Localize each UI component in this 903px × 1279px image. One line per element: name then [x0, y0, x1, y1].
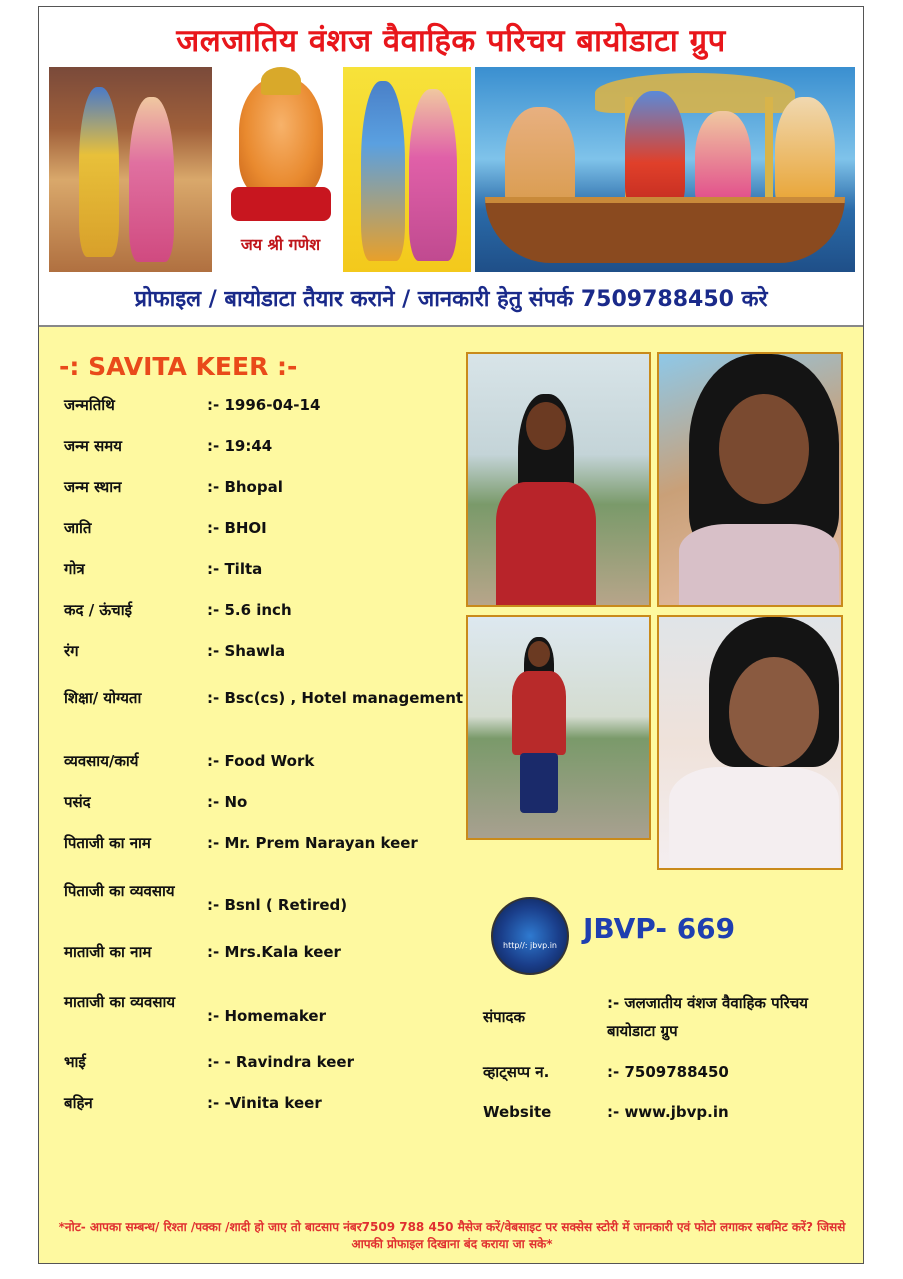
profile-field-row — [64, 788, 484, 816]
group-title: जलजातिय वंशज वैवाहिक परिचय बायोडाटा ग्रुप — [176, 23, 726, 59]
field-label: पिताजी का व्यवसाय — [64, 882, 175, 900]
field-label: बहिन — [64, 1094, 93, 1112]
field-label: कद / ऊंचाई — [64, 601, 132, 619]
field-value: :- Bsnl ( Retired) — [207, 896, 348, 914]
profile-photo-3 — [466, 615, 651, 840]
profile-field-row — [64, 473, 484, 501]
footer-note: *नोट- आपका सम्बन्ध/ रिश्ता /पक्का /शादी हो जाए तो बाटसाप नंबर7509 788 450 मैसेज करें/वेबसाइट पर सक्सेस स्टोरी में जानकारी एवं फोटो लगाकर सबमिट करें? जिससे आपकी प्रोफाइल दिखाना बंद कराया जा सके* — [58, 1220, 846, 1251]
field-label: माताजी का नाम — [64, 943, 152, 961]
field-value: :- 19:44 — [207, 437, 273, 455]
profile-field-row — [64, 988, 484, 1044]
field-label: जाति — [64, 519, 92, 537]
editor-label: व्हाट्सप्प न. — [483, 1063, 550, 1081]
field-value: :- BHOI — [207, 519, 267, 537]
profile-field-row — [64, 1048, 484, 1076]
biodata-sheet — [38, 6, 864, 1264]
profile-field-row — [64, 514, 484, 542]
ram-sita-image-center — [343, 67, 471, 272]
field-label: व्यवसाय/कार्य — [64, 752, 139, 770]
field-label: जन्म समय — [64, 437, 122, 455]
profile-photo-1 — [466, 352, 651, 607]
ganesh-image — [217, 67, 344, 272]
field-value: :- 1996-04-14 — [207, 396, 321, 414]
profile-field-row — [64, 829, 484, 857]
ganesh-caption: जय श्री गणेश — [240, 235, 321, 254]
profile-photo-4 — [657, 615, 843, 870]
profile-field-row — [64, 432, 484, 460]
profile-field-row — [64, 877, 484, 933]
field-label: पसंद — [64, 793, 91, 811]
field-value: :- Food Work — [207, 752, 315, 770]
profile-field-row — [64, 391, 484, 419]
profile-field-row — [64, 637, 484, 665]
field-label: शिक्षा/ योग्यता — [64, 689, 142, 707]
field-label: जन्मतिथि — [64, 396, 115, 414]
profile-field-row — [64, 747, 484, 775]
biodata-code: JBVP- 669 — [583, 912, 736, 945]
field-value: :- -Vinita keer — [207, 1094, 322, 1112]
field-value: :- Mr. Prem Narayan keer — [207, 834, 418, 852]
field-value: :- Tilta — [207, 560, 263, 578]
field-value: :- - Ravindra keer — [207, 1053, 354, 1071]
editor-label: Website — [483, 1103, 552, 1121]
field-value: :- No — [207, 793, 248, 811]
editor-value: :- 7509788450 — [607, 1063, 729, 1081]
profile-name: -: SAVITA KEER :- — [59, 352, 298, 381]
editor-field-row — [483, 989, 843, 1045]
field-value: :- Mrs.Kala keer — [207, 943, 341, 961]
field-value: :- Shawla — [207, 642, 286, 660]
profile-photo-2 — [657, 352, 843, 607]
profile-field-row — [64, 684, 484, 740]
editor-value: :- जलजातीय वंशज वैवाहिक परिचय बायोडाटा ग्रुप — [607, 994, 808, 1040]
ram-sita-image-left — [49, 67, 212, 272]
field-value: :- Bsc(cs) , Hotel management — [207, 689, 464, 707]
field-label: माताजी का व्यवसाय — [64, 993, 176, 1011]
field-value: :- 5.6 inch — [207, 601, 292, 619]
jbvp-logo: http//: jbvp.in — [491, 897, 569, 975]
field-value: :- Bhopal — [207, 478, 283, 496]
field-label: पिताजी का नाम — [64, 834, 151, 852]
profile-field-row — [64, 596, 484, 624]
profile-field-row — [64, 938, 484, 966]
field-label: भाई — [64, 1053, 86, 1071]
field-label: जन्म स्थान — [64, 478, 122, 496]
header — [39, 7, 863, 327]
profile-field-row — [64, 1089, 484, 1117]
editor-field-row — [483, 1058, 843, 1086]
field-label: गोत्र — [64, 560, 85, 578]
editor-value: :- www.jbvp.in — [607, 1103, 729, 1121]
contact-line: प्रोफाइल / बायोडाटा तैयार कराने / जानकारी हेतु संपर्क 7509788450 करे — [134, 287, 768, 312]
profile-field-row — [64, 555, 484, 583]
editor-label: संपादक — [483, 1008, 526, 1026]
boat-scene-image — [475, 67, 855, 272]
editor-field-row — [483, 1098, 843, 1126]
field-label: रंग — [64, 642, 79, 660]
field-value: :- Homemaker — [207, 1007, 327, 1025]
